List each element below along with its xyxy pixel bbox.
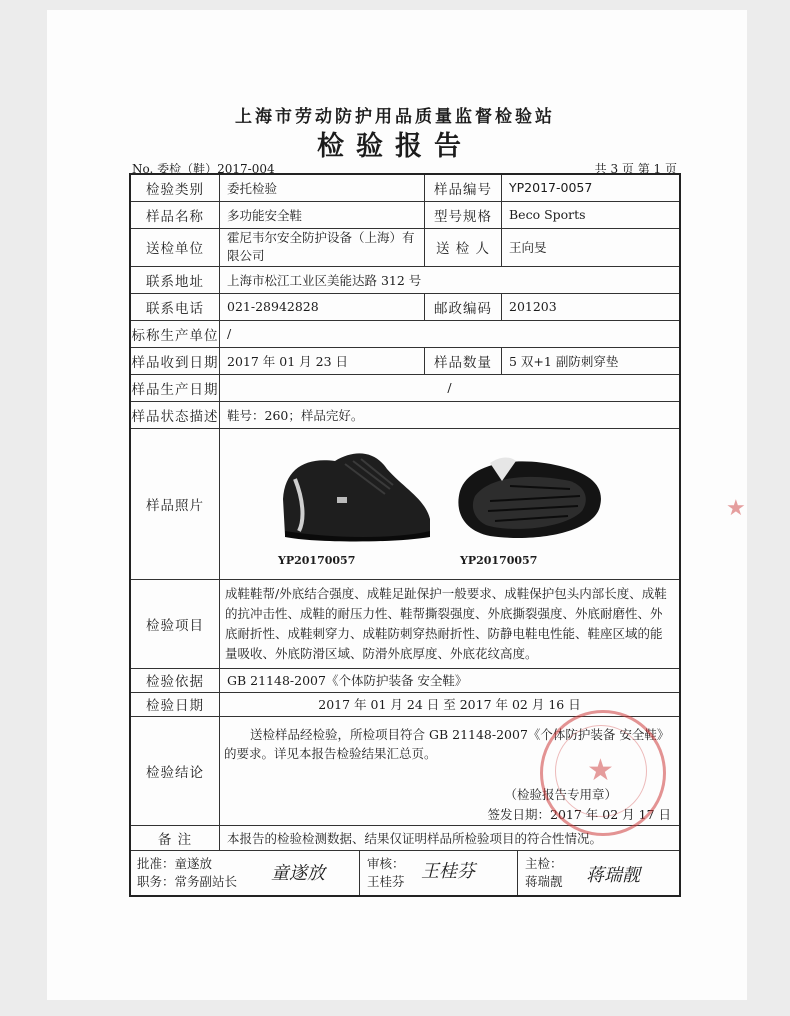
name-value: 多功能安全鞋 — [220, 201, 425, 228]
table-row — [130, 374, 680, 401]
category-label: 检验类别 — [130, 174, 220, 201]
table-row — [130, 174, 680, 201]
inspector-signature: 蒋瑞靓 — [586, 864, 640, 886]
star-icon: ★ — [587, 753, 614, 788]
table-row — [130, 320, 680, 347]
postcode-label: 邮政编码 — [425, 293, 502, 320]
conclusion-label: 检验结论 — [130, 716, 220, 825]
photo-label: 样品照片 — [130, 428, 220, 579]
date-value: 2017 年 01 月 24 日 至 2017 年 02 月 16 日 — [220, 692, 681, 716]
official-seal — [540, 710, 666, 836]
state-label: 样品状态描述 — [130, 401, 220, 428]
sender-unit-value: 霍尼韦尔安全防护设备（上海）有限公司 — [220, 228, 425, 266]
issue-date: 签发日期：2017 年 02 月 17 日 — [487, 806, 671, 822]
approver-signature: 童遂放 — [271, 862, 325, 884]
state-value: 鞋号：260；样品完好。 — [220, 401, 681, 428]
sender-unit-label: 送检单位 — [130, 228, 220, 266]
items-value: 成鞋鞋帮/外底结合强度、成鞋足趾保护一般要求、成鞋保护包头内部长度、成鞋的抗冲击性、成鞋的耐压力性、鞋帮撕裂强度、外底撕裂强度、外底耐磨性、外底耐折性、成鞋刺穿力、成鞋防刺穿热耐折性、防静电鞋电性能、鞋座区域的能量吸收、外底防滑区域、防滑外底厚度、外底花纹高度。 — [220, 579, 681, 668]
table-row — [130, 228, 680, 266]
model-label: 型号规格 — [425, 201, 502, 228]
table-row — [130, 293, 680, 320]
basis-value: GB 21148-2007《个体防护装备 安全鞋》 — [220, 668, 681, 692]
sender-label: 送 检 人 — [425, 228, 502, 266]
address-value: 上海市松江工业区美能达路 312 号 — [220, 266, 681, 293]
organization-name: 上海市劳动防护用品质量监督检验站 — [235, 107, 555, 127]
inspector-label: 主检： — [525, 855, 563, 871]
quantity-value: 5 双+1 副防刺穿垫 — [502, 347, 681, 374]
divider — [359, 851, 360, 895]
date-label: 检验日期 — [130, 692, 220, 716]
received-value: 2017 年 01 月 23 日 — [220, 347, 425, 374]
produced-value: / — [220, 374, 681, 401]
document-number: No. 委检（鞋）2017-004 — [132, 162, 275, 176]
seam-seal — [722, 448, 762, 558]
approver-title: 职务：常务副站长 — [137, 873, 238, 889]
basis-label: 检验依据 — [130, 668, 220, 692]
remark-label: 备 注 — [130, 825, 220, 850]
table-row — [130, 668, 680, 692]
postcode-value: 201203 — [502, 293, 681, 320]
manufacturer-value: / — [220, 320, 681, 347]
reviewer-name: 王桂芬 — [367, 873, 405, 889]
manufacturer-label: 标称生产单位 — [130, 320, 220, 347]
table-row — [130, 266, 680, 293]
sample-photos — [220, 429, 679, 579]
table-row — [130, 347, 680, 374]
reviewer-label: 审核： — [367, 855, 405, 871]
table-row — [130, 428, 680, 579]
phone-label: 联系电话 — [130, 293, 220, 320]
remark-value: 本报告的检验检测数据、结果仅证明样品所检验项目的符合性情况。 — [220, 825, 681, 850]
approver: 批准：童遂放 — [137, 855, 213, 871]
received-label: 样品收到日期 — [130, 347, 220, 374]
name-label: 样品名称 — [130, 201, 220, 228]
phone-value: 021-28942828 — [220, 293, 425, 320]
reviewer-signature: 王桂芬 — [421, 860, 475, 882]
shoe-sole-photo — [450, 451, 610, 551]
sender-value: 王向旻 — [502, 228, 681, 266]
table-row — [130, 579, 680, 668]
photo-caption-2: YP20170057 — [460, 553, 538, 567]
sample-no-value: YP2017-0057 — [502, 174, 681, 201]
quantity-label: 样品数量 — [425, 347, 502, 374]
report-title: 检验报告 — [317, 131, 473, 162]
seal-note: （检验报告专用章） — [504, 786, 617, 802]
produced-label: 样品生产日期 — [130, 374, 220, 401]
model-value: Beco Sports — [502, 201, 681, 228]
table-row — [130, 201, 680, 228]
items-label: 检验项目 — [130, 579, 220, 668]
table-row — [130, 401, 680, 428]
shoe-side-photo — [275, 439, 435, 549]
divider — [517, 851, 518, 895]
conclusion-text: 送检样品经检验，所检项目符合 GB 21148-2007《个体防护装备 安全鞋》的要求。详见本报告检验结果汇总页。 — [224, 726, 664, 761]
page-count: 共 3 页 第 1 页 — [594, 162, 677, 176]
inspector-name: 蒋瑞靓 — [525, 873, 563, 889]
address-label: 联系地址 — [130, 266, 220, 293]
star-icon: ★ — [726, 496, 746, 521]
signature-row — [130, 850, 680, 896]
category-value: 委托检验 — [220, 174, 425, 201]
sample-no-label: 样品编号 — [425, 174, 502, 201]
photo-caption-1: YP20170057 — [278, 553, 356, 567]
